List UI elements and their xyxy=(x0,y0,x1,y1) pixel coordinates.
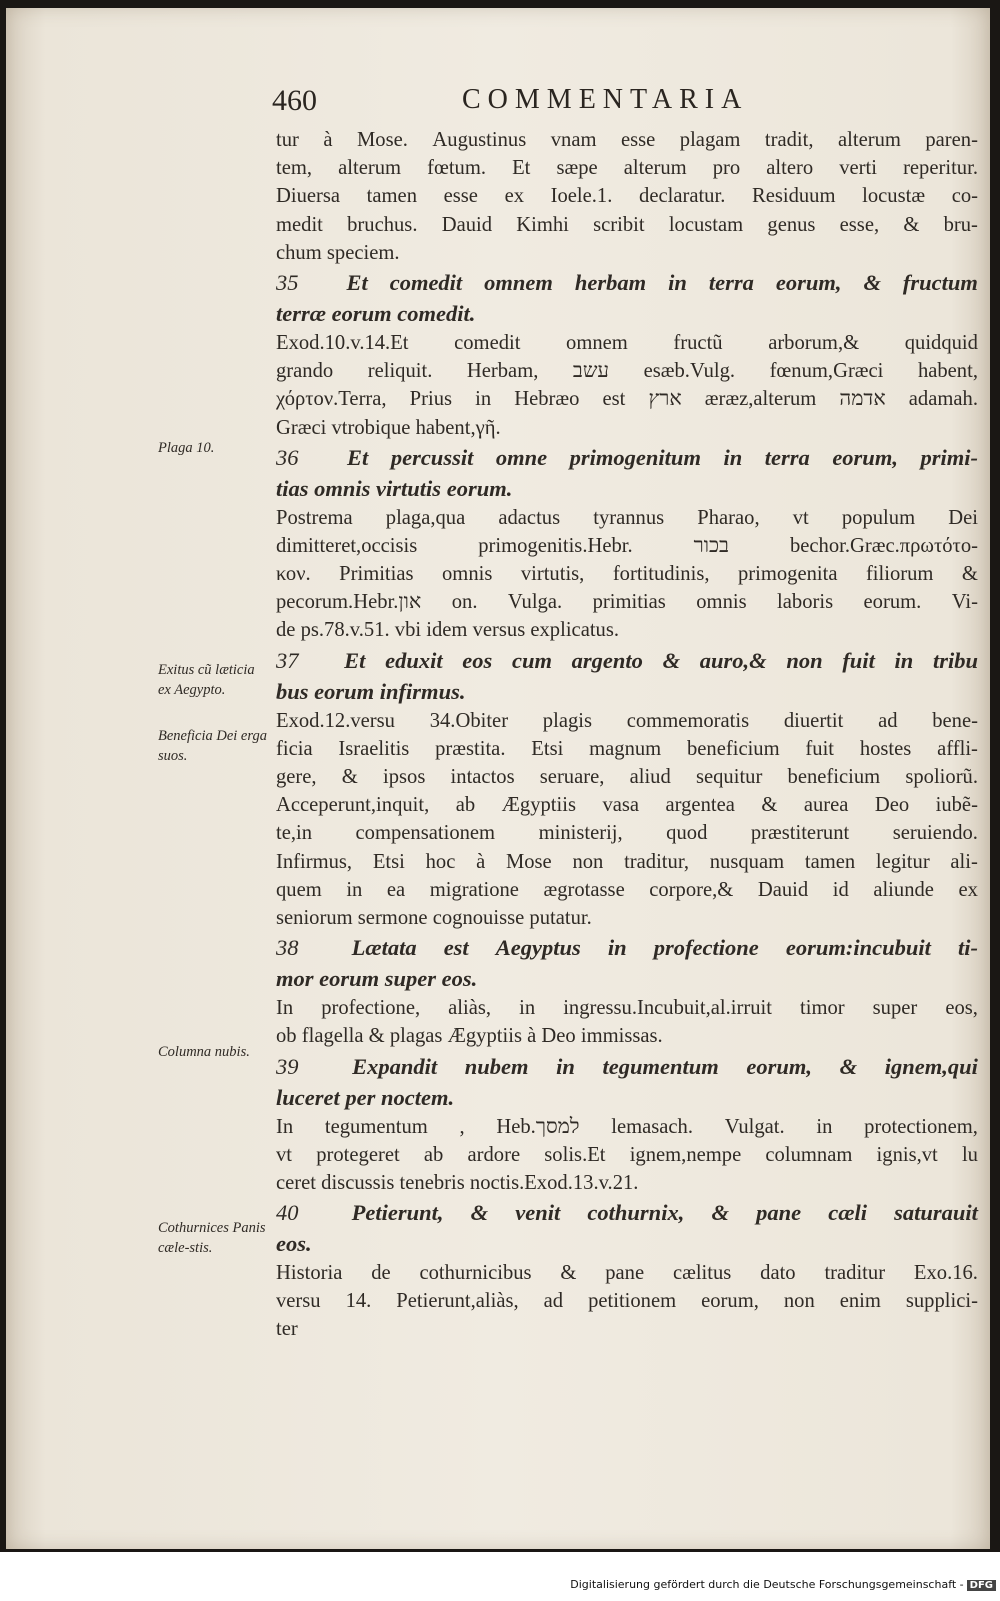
verse-line: mor eorum super eos. xyxy=(276,966,478,992)
text-line: grando reliquit. Herbam, עשב esæb.Vulg. fœnum,Græci habent, xyxy=(276,360,978,383)
text-line: gere, & ipsos intactos seruare, aliud sequitur beneficium spoliorũ. xyxy=(276,766,978,788)
text-line: ob flagella & plagas Ægyptiis à Deo immissas. xyxy=(276,1025,663,1048)
text-line: Historia de cothurnicibus & pane cælitus dato traditur Exo.16. xyxy=(276,1262,978,1285)
margin-note-cothurnices: Cothurnices Panis cæle-stis. xyxy=(158,1220,266,1256)
text-line: Exod.12.versu 34.Obiter plagis commemoratis diuertit ad bene- xyxy=(276,709,978,732)
text-line: seniorum sermone cognouisse putatur. xyxy=(276,906,592,929)
page-number: 460 xyxy=(272,84,317,117)
running-head: COMMENTARIA xyxy=(462,84,749,115)
text-line: In tegumentum , Heb.למסך lemasach. Vulgat. in protectionem, xyxy=(276,1115,978,1138)
text-line: Acceperunt,inquit, ab Ægyptiis vasa argentea & aurea Deo iubẽ- xyxy=(276,794,978,817)
margin-note-columna: Columna nubis. xyxy=(158,1044,250,1060)
text-line: κον. Primitias omnis virtutis, fortitudinis, primogenita filiorum & xyxy=(276,563,978,586)
dfg-logo: DFG xyxy=(967,1580,996,1591)
verse-line: eos. xyxy=(276,1231,312,1257)
verse-line: 40 Petierunt, & venit cothurnix, & pane cæli saturauit xyxy=(276,1200,978,1226)
text-line: versu 14. Petierunt,aliàs, ad petitionem eorum, non enim supplici- xyxy=(276,1290,978,1313)
verse-line: luceret per noctem. xyxy=(276,1084,455,1110)
margin-note-exitus: Exitus cũ læticia ex Aegypto. xyxy=(158,662,255,698)
text-line: Postrema plaga,qua adactus tyrannus Pharao, vt populum Dei xyxy=(276,506,978,529)
body-text xyxy=(276,126,978,1344)
verse-line: 37 Et eduxit eos cum argento & auro,& non fuit in tribu xyxy=(276,647,978,673)
verse-line: 35 Et comedit omnem herbam in terra eorum, & fructum xyxy=(276,269,978,295)
verse-line: terræ eorum comedit. xyxy=(276,300,476,326)
text-line: ficia Israelitis præstita. Etsi magnum beneficium fuit hostes affli- xyxy=(276,737,978,760)
text-line: χόρτον.Terra, Prius in Hebræo est ארץ æræz,alterum אדמה adamah. xyxy=(276,388,978,411)
text-line: In profectione, aliàs, in ingressu.Incubuit,al.irruit timor super eos, xyxy=(276,997,978,1020)
text-line: tem, alterum fœtum. Et sæpe alterum pro altero verti reperitur. xyxy=(276,157,978,180)
page-header xyxy=(272,84,972,124)
text-line: ter xyxy=(276,1318,298,1341)
verse-line: 38 Lætata est Aegyptus in profectione eorum:incubuit ti- xyxy=(276,935,978,961)
text-line: Infirmus, Etsi hoc à Mose non traditur, nusquam tamen legitur ali- xyxy=(276,850,978,873)
text-line: te,in compensationem ministerij, quod præstiterunt seruiendo. xyxy=(276,822,978,845)
text-line: ceret discussis tenebris noctis.Exod.13.v.21. xyxy=(276,1171,639,1194)
footer xyxy=(570,1578,996,1591)
text-line: pecorum.Hebr.און on. Vulga. primitias omnis laboris eorum. Vi- xyxy=(276,591,978,614)
footer-text: Digitalisierung gefördert durch die Deutsche Forschungsgemeinschaft - xyxy=(570,1578,964,1591)
margin-note-plaga: Plaga 10. xyxy=(158,440,215,456)
text-line: medit bruchus. Dauid Kimhi scribit locustam genus esse, & bru- xyxy=(276,213,978,236)
text-line: Exod.10.v.14.Et comedit omnem fructũ arborum,& quidquid xyxy=(276,331,978,354)
text-line: tur à Mose. Augustinus vnam esse plagam tradit, alterum paren- xyxy=(276,129,978,151)
text-line: vt protegeret ab ardore solis.Et ignem,nempe columnam ignis,vt lu xyxy=(276,1143,978,1166)
verse-line: bus eorum infirmus. xyxy=(276,678,466,704)
text-line: de ps.78.v.51. vbi idem versus explicatus. xyxy=(276,619,620,642)
text-line: Diuersa tamen esse ex Ioele.1. declaratur. Residuum locustæ co- xyxy=(276,185,978,208)
text-line: chum speciem. xyxy=(276,241,400,264)
text-line: Græci vtrobique habent,γῆ. xyxy=(276,416,501,439)
verse-line: 36 Et percussit omne primogenitum in terra eorum, primi- xyxy=(276,444,978,470)
verse-line: tias omnis virtutis eorum. xyxy=(276,475,513,501)
text-line: dimitteret,occisis primogenitis.Hebr. בכור bechor.Græc.πρωτότο- xyxy=(276,534,978,557)
verse-line: 39 Expandit nubem in tegumentum eorum, & ignem,qui xyxy=(276,1053,978,1079)
text-line: quem in ea migratione ægrotasse corpore,& Dauid id aliunde ex xyxy=(276,878,978,901)
margin-note-beneficia: Beneficia Dei erga suos. xyxy=(158,728,267,764)
